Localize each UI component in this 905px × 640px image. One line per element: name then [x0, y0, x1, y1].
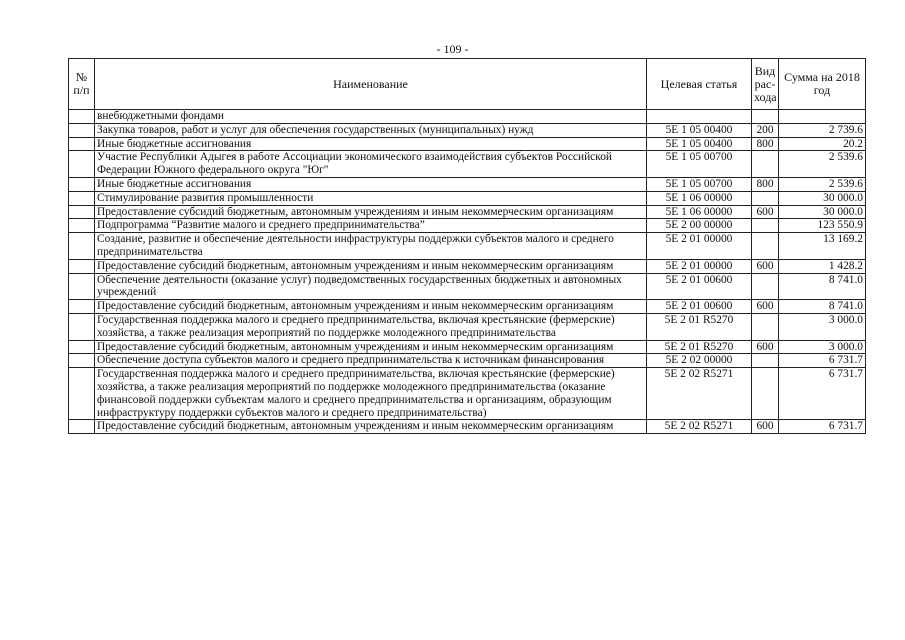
- cell-vid: [752, 110, 779, 124]
- cell-sum: 3 000.0: [779, 313, 866, 340]
- cell-code: 5Е 1 05 00700: [647, 151, 752, 178]
- cell-sum: 123 550.9: [779, 219, 866, 233]
- table-row: [69, 219, 866, 233]
- header-vid: Вид рас-хода: [752, 59, 779, 110]
- cell-vid: 600: [752, 300, 779, 314]
- cell-name: Закупка товаров, работ и услуг для обеспечения государственных (муниципальных) нужд: [95, 123, 647, 137]
- cell-vid: [752, 354, 779, 368]
- cell-name: Обеспечение доступа субъектов малого и среднего предпринимательства к источникам финансирования: [95, 354, 647, 368]
- cell-num: [69, 340, 95, 354]
- cell-num: [69, 205, 95, 219]
- cell-vid: [752, 273, 779, 300]
- cell-name: Предоставление субсидий бюджетным, автономным учреждениям и иным некоммерческим организациям: [95, 420, 647, 434]
- cell-vid: 600: [752, 205, 779, 219]
- cell-code: 5Е 2 02 R5271: [647, 368, 752, 420]
- cell-vid: [752, 191, 779, 205]
- table-header-row: [69, 59, 866, 110]
- cell-sum: 8 741.0: [779, 300, 866, 314]
- cell-name: Подпрограмма “Развитие малого и среднего предпринимательства”: [95, 219, 647, 233]
- header-num: № п/п: [69, 59, 95, 110]
- table-row: [69, 368, 866, 420]
- cell-code: 5Е 1 05 00700: [647, 177, 752, 191]
- cell-code: 5Е 2 01 00600: [647, 300, 752, 314]
- cell-code: 5Е 1 05 00400: [647, 137, 752, 151]
- cell-code: 5Е 1 06 00000: [647, 191, 752, 205]
- table-row: [69, 191, 866, 205]
- cell-code: 5Е 2 01 00600: [647, 273, 752, 300]
- cell-name: внебюджетными фондами: [95, 110, 647, 124]
- cell-code: 5Е 1 06 00000: [647, 205, 752, 219]
- cell-vid: [752, 151, 779, 178]
- table-row: [69, 300, 866, 314]
- cell-vid: 200: [752, 123, 779, 137]
- cell-num: [69, 191, 95, 205]
- cell-vid: 600: [752, 259, 779, 273]
- table-row: [69, 420, 866, 434]
- cell-sum: 1 428.2: [779, 259, 866, 273]
- table-row: [69, 233, 866, 260]
- cell-num: [69, 137, 95, 151]
- cell-name: Государственная поддержка малого и среднего предпринимательства, включая крестьянские (фермерские) хозяйства, а также реализация мероприятий по поддержке молодежного предпринимательства (оказание финансовой поддержки субъектам малого и среднего предпринимательства и организациям, образующим инфраструктуру поддержки субъектов малого и среднего предпринимательства): [95, 368, 647, 420]
- cell-sum: [779, 110, 866, 124]
- cell-sum: 6 731.7: [779, 354, 866, 368]
- cell-num: [69, 313, 95, 340]
- cell-sum: 2 739.6: [779, 123, 866, 137]
- cell-num: [69, 219, 95, 233]
- cell-name: Участие Республики Адыгея в работе Ассоциации экономического взаимодействия субъектов Российской Федерации Южного федерального округа "Юг": [95, 151, 647, 178]
- budget-table: [68, 58, 866, 434]
- cell-name: Предоставление субсидий бюджетным, автономным учреждениям и иным некоммерческим организациям: [95, 300, 647, 314]
- header-name: Наименование: [95, 59, 647, 110]
- cell-num: [69, 300, 95, 314]
- table-body: [69, 110, 866, 434]
- header-sum: Сумма на 2018 год: [779, 59, 866, 110]
- cell-sum: 6 731.7: [779, 420, 866, 434]
- cell-name: Государственная поддержка малого и среднего предпринимательства, включая крестьянские (фермерские) хозяйства, а также реализация мероприятий по поддержке молодежного предпринимательства: [95, 313, 647, 340]
- cell-sum: 30 000.0: [779, 205, 866, 219]
- cell-num: [69, 368, 95, 420]
- cell-vid: [752, 313, 779, 340]
- cell-name: Предоставление субсидий бюджетным, автономным учреждениям и иным некоммерческим организациям: [95, 340, 647, 354]
- cell-vid: [752, 233, 779, 260]
- cell-code: 5Е 2 01 00000: [647, 259, 752, 273]
- cell-name: Создание, развитие и обеспечение деятельности инфраструктуры поддержки субъектов малого и среднего предпринимательства: [95, 233, 647, 260]
- table-row: [69, 110, 866, 124]
- table-row: [69, 313, 866, 340]
- table-row: [69, 205, 866, 219]
- cell-vid: [752, 368, 779, 420]
- table-row: [69, 151, 866, 178]
- cell-num: [69, 177, 95, 191]
- cell-code: 5Е 2 02 R5271: [647, 420, 752, 434]
- cell-code: 5Е 2 00 00000: [647, 219, 752, 233]
- cell-name: Обеспечение деятельности (оказание услуг) подведомственных государственных бюджетных и автономных учреждений: [95, 273, 647, 300]
- cell-num: [69, 420, 95, 434]
- cell-name: Предоставление субсидий бюджетным, автономным учреждениям и иным некоммерческим организациям: [95, 259, 647, 273]
- table-row: [69, 340, 866, 354]
- cell-code: [647, 110, 752, 124]
- cell-vid: 600: [752, 340, 779, 354]
- table-row: [69, 259, 866, 273]
- cell-sum: 8 741.0: [779, 273, 866, 300]
- cell-sum: 30 000.0: [779, 191, 866, 205]
- cell-num: [69, 151, 95, 178]
- cell-code: 5Е 2 01 00000: [647, 233, 752, 260]
- cell-vid: 600: [752, 420, 779, 434]
- cell-vid: [752, 219, 779, 233]
- cell-name: Иные бюджетные ассигнования: [95, 137, 647, 151]
- cell-code: 5Е 2 01 R5270: [647, 313, 752, 340]
- cell-name: Стимулирование развития промышленности: [95, 191, 647, 205]
- cell-num: [69, 110, 95, 124]
- cell-num: [69, 354, 95, 368]
- cell-vid: 800: [752, 137, 779, 151]
- cell-num: [69, 273, 95, 300]
- cell-vid: 800: [752, 177, 779, 191]
- cell-num: [69, 259, 95, 273]
- cell-sum: 2 539.6: [779, 177, 866, 191]
- table-row: [69, 123, 866, 137]
- table-row: [69, 177, 866, 191]
- table-row: [69, 137, 866, 151]
- table-row: [69, 273, 866, 300]
- cell-code: 5Е 1 05 00400: [647, 123, 752, 137]
- cell-num: [69, 233, 95, 260]
- cell-num: [69, 123, 95, 137]
- cell-sum: 2 539.6: [779, 151, 866, 178]
- cell-code: 5Е 2 02 00000: [647, 354, 752, 368]
- cell-sum: 3 000.0: [779, 340, 866, 354]
- cell-code: 5Е 2 01 R5270: [647, 340, 752, 354]
- cell-sum: 20.2: [779, 137, 866, 151]
- header-code: Целевая статья: [647, 59, 752, 110]
- table-row: [69, 354, 866, 368]
- cell-sum: 6 731.7: [779, 368, 866, 420]
- page-number: - 109 -: [436, 42, 469, 56]
- cell-name: Иные бюджетные ассигнования: [95, 177, 647, 191]
- cell-sum: 13 169.2: [779, 233, 866, 260]
- cell-name: Предоставление субсидий бюджетным, автономным учреждениям и иным некоммерческим организациям: [95, 205, 647, 219]
